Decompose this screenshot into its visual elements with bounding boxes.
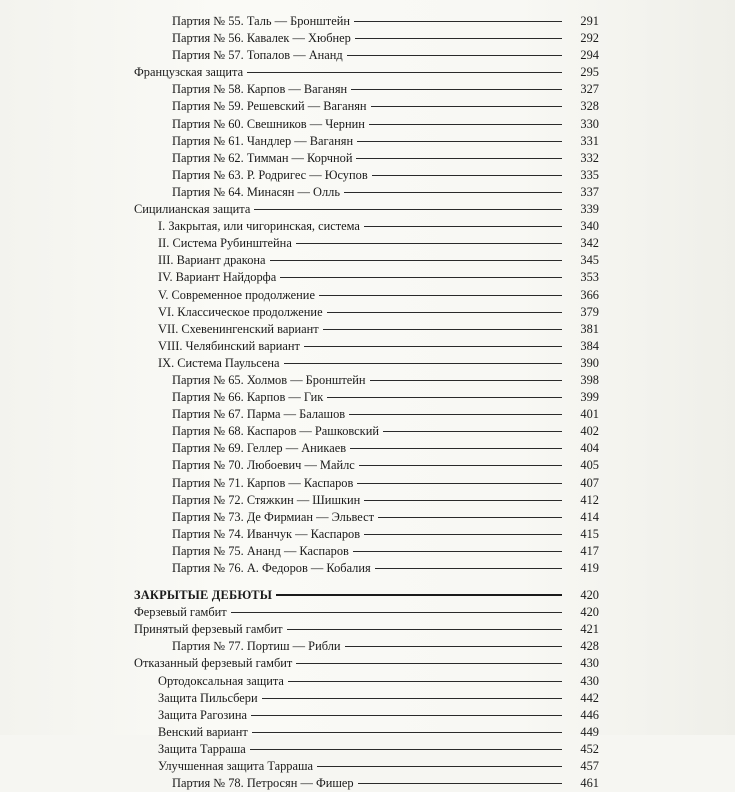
toc-leader-line <box>369 124 562 125</box>
toc-entry-title: VI. Классическое продолжение <box>158 304 323 319</box>
toc-page-number: 328 <box>580 99 599 114</box>
toc-game-entry <box>134 372 599 389</box>
toc-leader-line <box>319 295 562 296</box>
toc-leader-line <box>378 517 562 518</box>
toc-game-entry <box>134 475 599 492</box>
toc-chapter-entry <box>134 252 599 269</box>
toc-leader-line <box>354 21 562 22</box>
toc-game-entry <box>134 638 599 655</box>
toc-page-number: 340 <box>580 219 599 234</box>
toc-leader-line <box>350 448 562 449</box>
toc-page-number: 407 <box>580 475 599 490</box>
toc-leader-line <box>262 698 562 699</box>
toc-page-number: 401 <box>580 407 599 422</box>
toc-game-entry <box>134 775 599 792</box>
toc-page-number: 420 <box>580 605 599 620</box>
toc-chapter-entry <box>134 218 599 235</box>
toc-entry-title: Принятый ферзевый гамбит <box>134 622 283 637</box>
toc-page-number: 327 <box>580 82 599 97</box>
toc-entry-title: VII. Схевенингенский вариант <box>158 321 319 336</box>
toc-entry-title: Защита Пильсбери <box>158 690 258 705</box>
toc-chapter-entry <box>134 235 599 252</box>
toc-leader-line <box>370 380 562 381</box>
toc-leader-line <box>364 226 562 227</box>
toc-entry-title: Партия № 62. Тимман — Корчной <box>172 150 353 165</box>
toc-section-heading <box>134 587 599 604</box>
toc-leader-line <box>323 329 562 330</box>
toc-page-number: 292 <box>580 31 599 46</box>
toc-page-number: 421 <box>580 622 599 637</box>
toc-page-number: 430 <box>580 656 599 671</box>
toc-entry-title: Партия № 75. Ананд — Каспаров <box>172 543 349 558</box>
toc-entry-title: Партия № 63. Р. Родригес — Юсупов <box>172 167 368 182</box>
toc-leader-line <box>347 55 562 56</box>
toc-leader-line <box>375 568 562 569</box>
toc-chapter-entry <box>134 741 599 758</box>
toc-leader-line <box>356 158 562 159</box>
toc-chapter-entry <box>134 690 599 707</box>
toc-chapter-entry <box>134 338 599 355</box>
toc-entry-title: Партия № 78. Петросян — Фишер <box>172 776 354 791</box>
toc-leader-line <box>327 397 562 398</box>
toc-game-entry <box>134 98 599 115</box>
toc-page-number: 457 <box>580 759 599 774</box>
toc-game-entry <box>134 150 599 167</box>
toc-entry-title: Партия № 70. Любоевич — Майлс <box>172 458 355 473</box>
toc-entry-title: Партия № 74. Иванчук — Каспаров <box>172 526 361 541</box>
toc-page-number: 332 <box>580 150 599 165</box>
toc-leader-line <box>280 277 562 278</box>
toc-entry-title: Улучшенная защита Тарраша <box>158 759 314 774</box>
toc-entry-title: VIII. Челябинский вариант <box>158 338 300 353</box>
toc-leader-line <box>231 612 562 613</box>
toc-chapter-entry <box>134 304 599 321</box>
toc-leader-line <box>270 260 562 261</box>
toc-chapter-entry <box>134 707 599 724</box>
toc-page-number: 339 <box>580 202 599 217</box>
toc-entry-title: Партия № 76. А. Федоров — Кобалия <box>172 561 371 575</box>
toc-entry-title: Партия № 66. Карпов — Гик <box>172 390 324 405</box>
toc-game-entry <box>134 81 599 98</box>
table-of-contents <box>134 13 599 792</box>
toc-leader-line <box>296 663 562 664</box>
toc-entry-title: Партия № 59. Решевский — Ваганян <box>172 99 367 114</box>
toc-leader-line <box>327 312 562 313</box>
toc-chapter-entry <box>134 758 599 775</box>
toc-leader-line <box>296 243 562 244</box>
toc-entry-title: Партия № 61. Чандлер — Ваганян <box>172 133 354 148</box>
toc-entry-title: Партия № 71. Карпов — Каспаров <box>172 475 354 490</box>
toc-entry-title: Партия № 77. Портиш — Рибли <box>172 639 341 654</box>
toc-leader-line <box>254 209 562 210</box>
toc-leader-line <box>287 629 562 630</box>
toc-entry-title: Партия № 72. Стяжкин — Шишкин <box>172 492 361 507</box>
toc-leader-line <box>357 141 562 142</box>
toc-entry-title: IV. Вариант Найдорфа <box>158 270 277 285</box>
toc-leader-line <box>250 749 562 750</box>
toc-leader-line <box>359 465 562 466</box>
toc-page-number: 430 <box>580 673 599 688</box>
toc-entry-title: Партия № 58. Карпов — Ваганян <box>172 82 348 97</box>
toc-page-number: 398 <box>580 372 599 387</box>
toc-page-number: 461 <box>580 776 599 791</box>
toc-game-entry <box>134 167 599 184</box>
toc-page-number: 295 <box>580 65 599 80</box>
toc-entry-title: Французская защита <box>134 65 244 80</box>
toc-entry-title: Партия № 69. Геллер — Аникаев <box>172 441 347 456</box>
toc-game-entry <box>134 560 599 577</box>
toc-game-entry <box>134 406 599 423</box>
toc-leader-line <box>247 72 562 73</box>
toc-page-number: 452 <box>580 741 599 756</box>
toc-leader-line <box>304 346 562 347</box>
toc-entry-title: Партия № 60. Свешников — Чернин <box>172 116 365 131</box>
toc-game-entry <box>134 116 599 133</box>
toc-game-entry <box>134 526 599 543</box>
toc-chapter-entry <box>134 287 599 304</box>
toc-game-entry <box>134 47 599 64</box>
toc-page-number: 330 <box>580 116 599 131</box>
toc-leader-line <box>349 414 562 415</box>
toc-leader-line <box>364 534 562 535</box>
toc-game-entry <box>134 133 599 150</box>
toc-page-number: 331 <box>580 133 599 148</box>
toc-page-number: 384 <box>580 338 599 353</box>
toc-leader-line <box>355 38 562 39</box>
toc-entry-title: II. Система Рубинштейна <box>158 236 292 251</box>
toc-entry-title: IX. Система Паульсена <box>158 355 280 370</box>
toc-page-number: 402 <box>580 424 599 439</box>
toc-leader-line <box>344 192 562 193</box>
toc-page-number: 449 <box>580 724 599 739</box>
toc-page-number: 405 <box>580 458 599 473</box>
toc-page-number: 379 <box>580 304 599 319</box>
toc-entry-title: Сицилианская защита <box>134 202 251 217</box>
toc-entry-title: Защита Тарраша <box>158 741 246 756</box>
toc-chapter-entry <box>134 655 599 672</box>
toc-entry-title: Защита Рагозина <box>158 707 248 722</box>
toc-leader-line <box>358 783 562 784</box>
toc-page-number: 428 <box>580 639 599 654</box>
toc-chapter-entry <box>134 201 599 218</box>
toc-entry-title: Ортодоксальная защита <box>158 673 284 688</box>
toc-entry-title: Партия № 55. Таль — Бронштейн <box>172 14 350 28</box>
toc-leader-line <box>351 89 562 90</box>
toc-page-number: 345 <box>580 253 599 268</box>
toc-entry-title: Партия № 64. Минасян — Олль <box>172 184 340 199</box>
toc-page-number: 291 <box>580 14 599 28</box>
toc-leader-line <box>364 500 562 501</box>
toc-chapter-entry <box>134 604 599 621</box>
toc-leader-line <box>317 766 562 767</box>
toc-leader-line <box>383 431 562 432</box>
toc-page-number: 412 <box>580 492 599 507</box>
toc-entry-title: Партия № 65. Холмов — Бронштейн <box>172 372 366 387</box>
toc-entry-title: III. Вариант дракона <box>158 253 266 268</box>
toc-page-number: 419 <box>580 561 599 575</box>
toc-game-entry <box>134 543 599 560</box>
toc-page-number: 446 <box>580 707 599 722</box>
toc-game-entry <box>134 509 599 526</box>
toc-entry-title: Партия № 67. Парма — Балашов <box>172 407 346 422</box>
toc-entry-title: Партия № 56. Кавалек — Хюбнер <box>172 31 351 46</box>
toc-page-number: 414 <box>580 509 599 524</box>
toc-chapter-entry <box>134 673 599 690</box>
toc-chapter-entry <box>134 724 599 741</box>
toc-game-entry <box>134 184 599 201</box>
toc-game-entry <box>134 457 599 474</box>
toc-leader-line <box>276 594 562 596</box>
toc-game-entry <box>134 423 599 440</box>
toc-chapter-entry <box>134 355 599 372</box>
toc-entry-title: ЗАКРЫТЫЕ ДЕБЮТЫ <box>134 588 273 603</box>
toc-leader-line <box>353 551 562 552</box>
toc-page-number: 399 <box>580 390 599 405</box>
toc-page-number: 390 <box>580 355 599 370</box>
toc-game-entry <box>134 492 599 509</box>
toc-leader-line <box>345 646 562 647</box>
toc-page-number: 417 <box>580 543 599 558</box>
toc-chapter-entry <box>134 269 599 286</box>
toc-page-number: 294 <box>580 48 599 63</box>
toc-entry-title: Отказанный ферзевый гамбит <box>134 656 293 671</box>
toc-page-number: 381 <box>580 321 599 336</box>
toc-page-number: 404 <box>580 441 599 456</box>
toc-game-entry <box>134 440 599 457</box>
toc-page-number: 353 <box>580 270 599 285</box>
toc-leader-line <box>357 483 562 484</box>
toc-page-number: 420 <box>580 588 599 603</box>
toc-leader-line <box>284 363 562 364</box>
toc-entry-title: I. Закрытая, или чигоринская, система <box>158 219 360 234</box>
toc-game-entry <box>134 30 599 47</box>
toc-leader-line <box>371 106 562 107</box>
toc-entry-title: Партия № 68. Каспаров — Рашковский <box>172 424 379 439</box>
toc-chapter-entry <box>134 621 599 638</box>
toc-entry-title: Венский вариант <box>158 724 248 739</box>
toc-chapter-entry <box>134 321 599 338</box>
toc-game-entry <box>134 13 599 30</box>
toc-page-number: 366 <box>580 287 599 302</box>
toc-entry-title: Партия № 57. Топалов — Ананд <box>172 48 343 63</box>
toc-page-number: 335 <box>580 167 599 182</box>
toc-entry-title: V. Современное продолжение <box>158 287 315 302</box>
toc-leader-line <box>251 715 562 716</box>
toc-chapter-entry <box>134 64 599 81</box>
toc-entry-title: Партия № 73. Де Фирмиан — Эльвест <box>172 509 374 524</box>
toc-page-number: 415 <box>580 526 599 541</box>
toc-page-number: 442 <box>580 690 599 705</box>
toc-leader-line <box>288 681 562 682</box>
toc-leader-line <box>372 175 562 176</box>
toc-page-number: 342 <box>580 236 599 251</box>
toc-leader-line <box>252 732 562 733</box>
toc-entry-title: Ферзевый гамбит <box>134 605 227 620</box>
toc-game-entry <box>134 389 599 406</box>
toc-page-number: 337 <box>580 184 599 199</box>
